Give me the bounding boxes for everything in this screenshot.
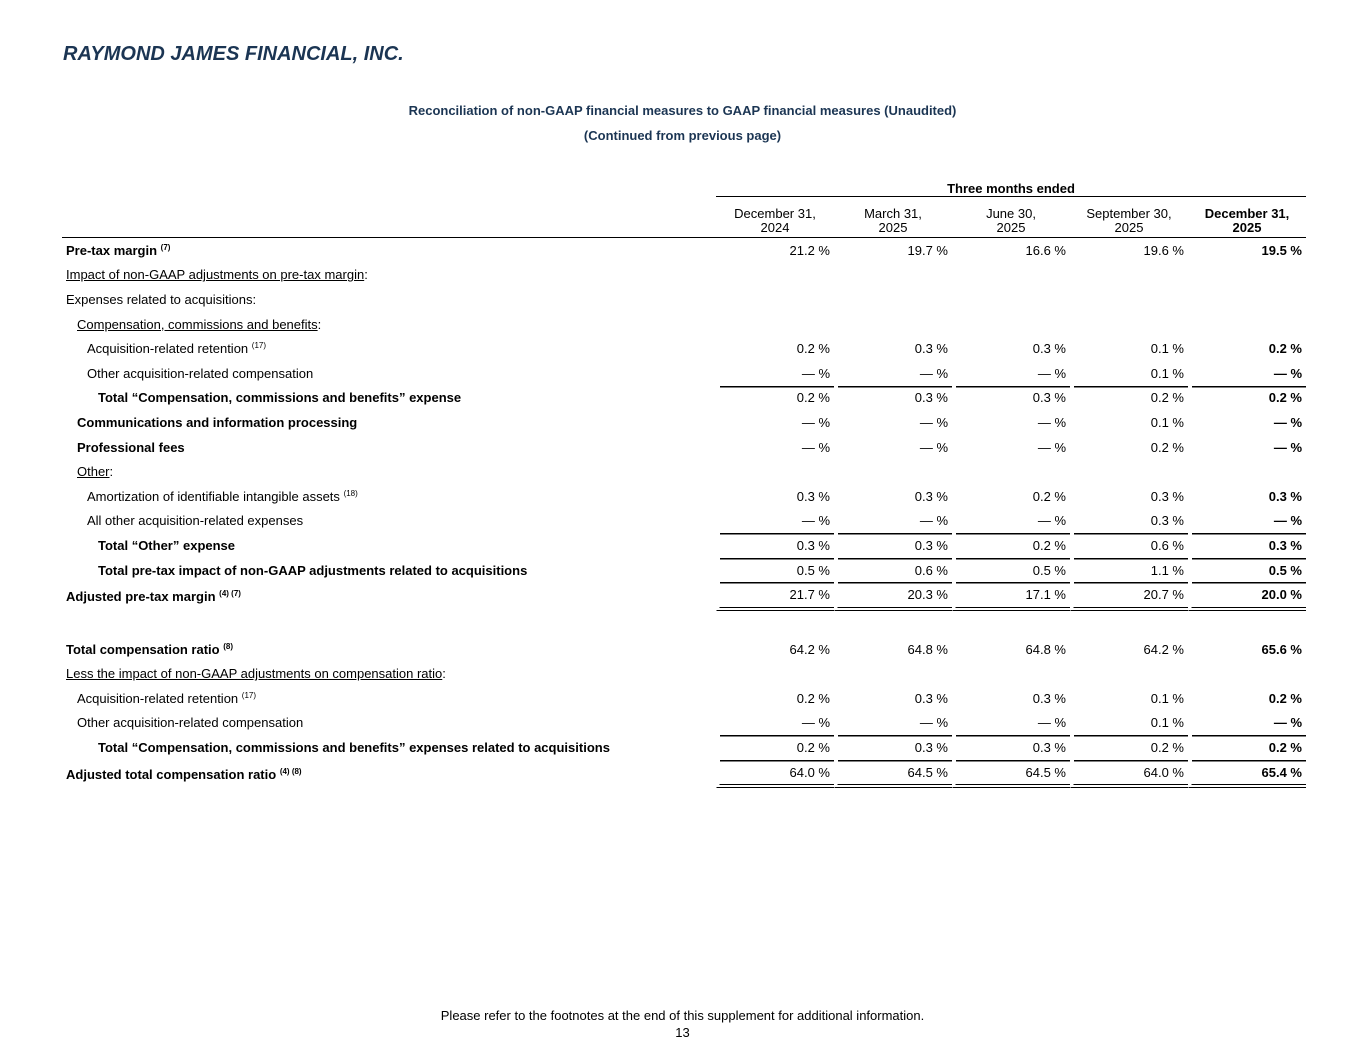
column-header: June 30, 2025 [952, 197, 1070, 238]
column-header: December 31, 2024 [716, 197, 834, 238]
table-row-subtotal: Total “Compensation, commissions and benefits” expense 0.2 % 0.3 % 0.3 % 0.2 % 0.2 % [62, 386, 1306, 411]
column-header: September 30, 2025 [1070, 197, 1188, 238]
table-row: Total compensation ratio $^{(8)}$ 64.2 % 64.8 % 64.8 % 64.2 % 65.6 % [62, 637, 1306, 662]
table-row: Pre-tax margin $^{(7)}$ 21.2 % 19.7 % 16.6 % 19.6 % 19.5 % [62, 238, 1306, 263]
row-label: Total “Other” expense [98, 537, 236, 553]
table-row: Professional fees — % — % — % 0.2 % — % [62, 435, 1306, 460]
row-label: Pre-tax margin $^{(7)}$ [66, 242, 171, 258]
report-subtitle: (Continued from previous page) [583, 128, 782, 143]
row-label: Total pre-tax impact of non-GAAP adjustments related to acquisitions [98, 562, 528, 578]
footnote-reference: Please refer to the footnotes at the end of this supplement for additional information. [440, 1008, 925, 1023]
row-label: Expenses related to acquisitions: [66, 291, 257, 307]
row-label: All other acquisition-related expenses [87, 513, 304, 529]
row-label: Total compensation ratio $^{(8)}$ [66, 641, 234, 657]
reconciliation-table [62, 177, 1306, 788]
row-label: Acquisition-related retention $^{(17)}$ [77, 690, 257, 706]
group-header: Three months ended [716, 177, 1306, 197]
column-header-current: December 31, 2025 [1188, 197, 1306, 238]
table-row [62, 312, 1306, 337]
table-row: Other acquisition-related compensation — % — % — % 0.1 % — % [62, 361, 1306, 386]
table-row: All other acquisition-related expenses — % — % — % 0.3 % — % [62, 509, 1306, 534]
table-row-subtotal: Total “Compensation, commissions and benefits” expenses related to acquisitions 0.2 % 0.3 % 0.3 % 0.2 % 0.2 % [62, 735, 1306, 760]
row-label: Less the impact of non-GAAP adjustments on compensation ratio: [66, 666, 446, 682]
table-row [62, 459, 1306, 484]
row-label: Communications and information processing [77, 414, 358, 430]
table-row: Acquisition-related retention $^{(17)}$ 0.2 % 0.3 % 0.3 % 0.1 % 0.2 % [62, 336, 1306, 361]
row-label: Amortization of identifiable intangible assets $^{(18)}$ [87, 488, 358, 504]
table-row [62, 287, 1306, 312]
table-row [62, 263, 1306, 288]
report-title: Reconciliation of non-GAAP financial measures to GAAP financial measures (Unaudited) [408, 103, 957, 118]
row-label: Other: [77, 464, 114, 480]
table-row-total: Adjusted pre-tax margin $^{(4) (7)}$ 21.7 % 20.3 % 17.1 % 20.7 % 20.0 % [62, 582, 1306, 611]
table-row [62, 662, 1306, 687]
row-label: Other acquisition-related compensation [77, 715, 304, 731]
row-label: Acquisition-related retention $^{(17)}$ [87, 341, 267, 357]
table-row-total: Adjusted total compensation ratio $^{(4) (8)}$ 64.0 % 64.5 % 64.5 % 64.0 % 65.4 % [62, 760, 1306, 789]
row-label: Adjusted total compensation ratio $^{(4) (8)}$ [66, 766, 302, 782]
row-label: Impact of non-GAAP adjustments on pre-tax margin: [66, 267, 368, 283]
row-label: Adjusted pre-tax margin $^{(4) (7)}$ [66, 589, 241, 605]
table-row: Acquisition-related retention $^{(17)}$ 0.2 % 0.3 % 0.3 % 0.1 % 0.2 % [62, 686, 1306, 711]
row-label: Total “Compensation, commissions and benefits” expenses related to acquisitions [98, 740, 610, 756]
column-header: March 31, 2025 [834, 197, 952, 238]
table-row-subtotal: Total “Other” expense 0.3 % 0.3 % 0.2 % 0.6 % 0.3 % [62, 533, 1306, 558]
table-row: Other acquisition-related compensation — % — % — % 0.1 % — % [62, 711, 1306, 736]
company-name: RAYMOND JAMES FINANCIAL, INC. [63, 43, 404, 65]
row-label: Compensation, commissions and benefits: [77, 316, 322, 332]
row-label: Total “Compensation, commissions and benefits” expense [98, 390, 462, 406]
page-number: 13 [675, 1025, 690, 1040]
row-label: Professional fees [77, 439, 185, 455]
column-header-row [62, 197, 1306, 238]
table-row: Amortization of identifiable intangible assets $^{(18)}$ 0.3 % 0.3 % 0.2 % 0.3 % 0.3 % [62, 484, 1306, 509]
table-row-subtotal: Total pre-tax impact of non-GAAP adjustments related to acquisitions 0.5 % 0.6 % 0.5 % 1.1 % 0.5 % [62, 558, 1306, 583]
table-row: Communications and information processing — % — % — % 0.1 % — % [62, 410, 1306, 435]
row-label: Other acquisition-related compensation [87, 365, 314, 381]
